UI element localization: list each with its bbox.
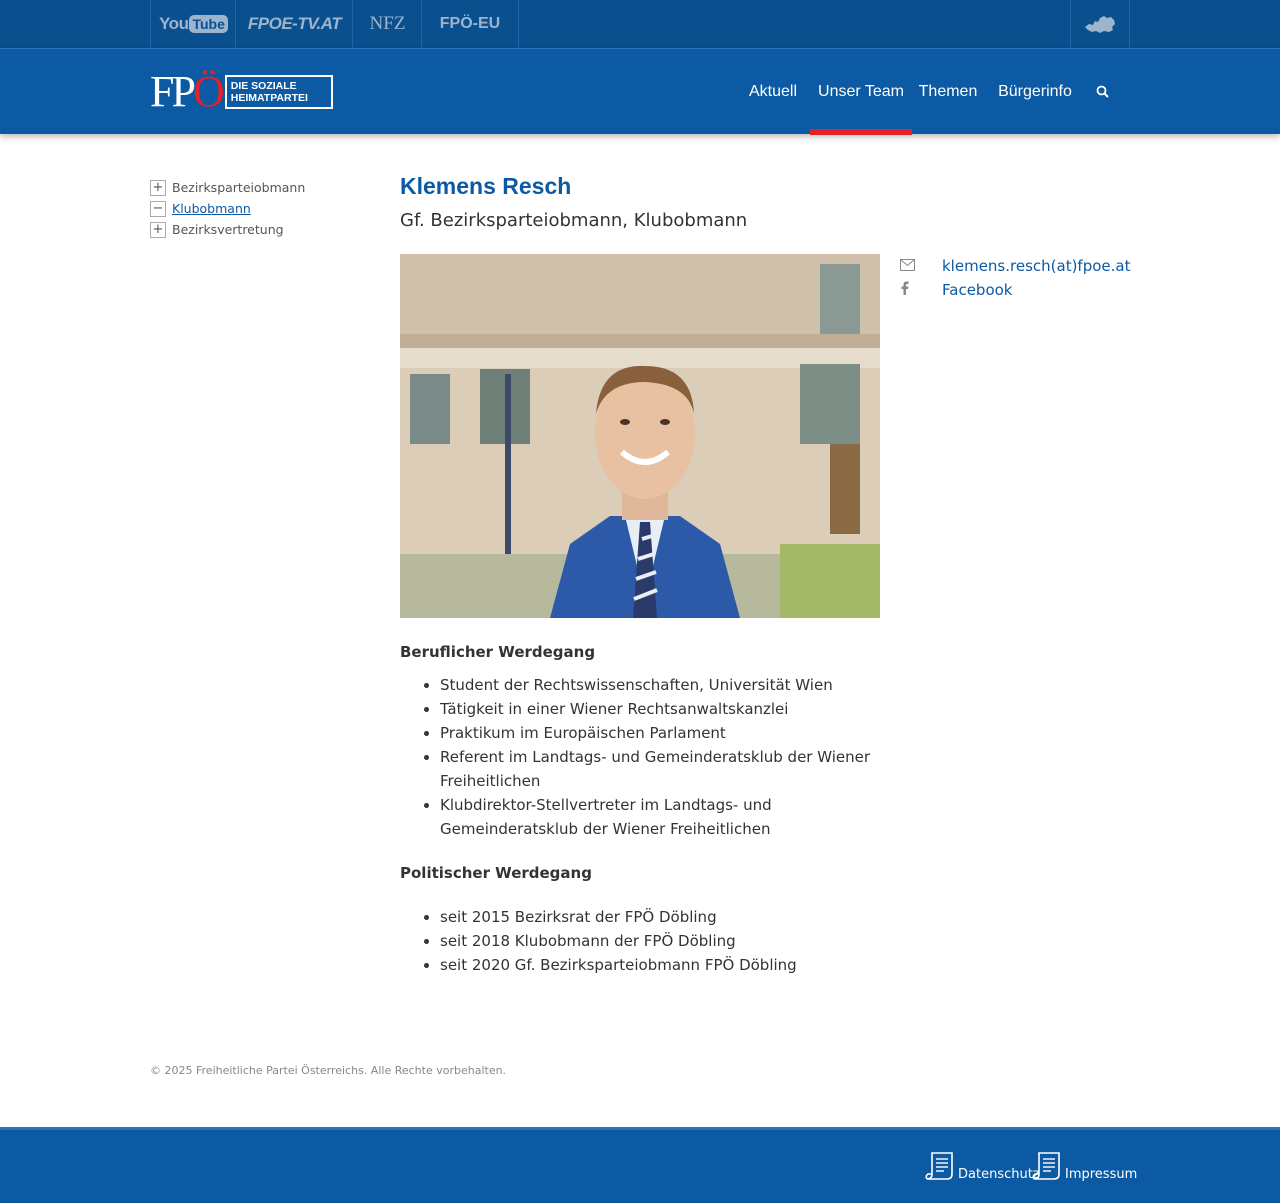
list-item: • Student der Rechtswissenschaften, Universität Wien: [440, 673, 880, 697]
top-bar: [0, 0, 1280, 48]
list-item: • Tätigkeit in einer Wiener Rechtsanwaltskanzlei: [440, 697, 880, 721]
list-item: • Praktikum im Europäischen Parlament: [440, 721, 880, 745]
fpoe-tv-link[interactable]: FPOE-TV.AT: [235, 0, 353, 48]
contact-facebook-row: [900, 278, 1140, 302]
fpoe-eu-link[interactable]: FPÖ-EU: [421, 0, 519, 48]
contact-email-row: [900, 254, 1140, 278]
austria-map-link[interactable]: [1070, 0, 1130, 48]
career-heading: Beruflicher Werdegang: [400, 643, 596, 661]
envelope-icon: [900, 257, 942, 275]
copyright-text: © 2025 Freiheitliche Partei Österreichs. Alle Rechte vorbehalten.: [150, 1064, 507, 1077]
profile-photo: [400, 254, 880, 618]
list-item: • seit 2015 Bezirksrat der FPÖ Döbling: [440, 905, 880, 929]
sidebar-item-label[interactable]: Klubobmann: [172, 201, 251, 216]
collapse-icon[interactable]: −: [150, 201, 166, 217]
page-title: Klemens Resch: [400, 173, 572, 199]
document-icon: [1031, 1150, 1063, 1182]
fpoe-logo[interactable]: [150, 67, 346, 116]
nav-unser-team[interactable]: Unser Team: [810, 49, 912, 135]
list-item: • seit 2018 Klubobmann der FPÖ Döbling: [440, 929, 880, 953]
facebook-link[interactable]: Facebook: [942, 281, 1013, 299]
logo-letters: FPÖ: [150, 67, 222, 116]
biography: [400, 640, 880, 977]
imprint-link[interactable]: [1031, 1148, 1137, 1182]
youtube-logo-you: You: [159, 14, 189, 33]
profile-content: [400, 170, 1131, 974]
nav-buergerinfo[interactable]: Bürgerinfo: [998, 83, 1072, 100]
site-header: [0, 48, 1280, 134]
austria-map-icon: [1083, 12, 1117, 36]
contact-info: [900, 254, 1140, 302]
privacy-label[interactable]: Datenschutz: [958, 1167, 1040, 1182]
sidebar-item-bezirksvertretung[interactable]: [150, 219, 370, 240]
youtube-logo-tube: Tube: [189, 15, 227, 33]
expand-icon[interactable]: +: [150, 180, 166, 196]
facebook-icon: [900, 281, 942, 299]
youtube-link[interactable]: [150, 0, 236, 48]
email-link[interactable]: klemens.resch(at)fpoe.at: [942, 257, 1131, 275]
sidebar-nav: [150, 177, 370, 240]
politics-list: [440, 905, 880, 977]
nav-themen[interactable]: Themen: [918, 83, 978, 100]
expand-icon[interactable]: +: [150, 222, 166, 238]
imprint-label[interactable]: Impressum: [1065, 1167, 1138, 1182]
sidebar-item-bezirksparteiobmann[interactable]: [150, 177, 370, 198]
sidebar-item-label[interactable]: Bezirksparteiobmann: [172, 180, 306, 195]
nav-aktuell[interactable]: Aktuell: [748, 83, 798, 100]
politics-heading: Politischer Werdegang: [400, 864, 592, 882]
privacy-link[interactable]: [924, 1148, 1040, 1182]
sidebar-item-klubobmann[interactable]: [150, 198, 370, 219]
nfz-link[interactable]: NFZ: [352, 0, 422, 48]
document-icon: [924, 1150, 956, 1182]
logo-tagline: DIE SOZIALE HEIMATPARTEI: [225, 75, 333, 109]
list-item: • Klubdirektor-Stellvertreter im Landtags- und Gemeinderatsklub der Wiener Freiheitlichen: [440, 793, 880, 841]
list-item: • seit 2020 Gf. Bezirksparteiobmann FPÖ Döbling: [440, 953, 880, 977]
career-list: [440, 673, 880, 841]
sidebar-item-label[interactable]: Bezirksvertretung: [172, 222, 284, 237]
profile-role: Gf. Bezirksparteiobmann, Klubobmann: [400, 210, 748, 231]
site-footer: [0, 1127, 1280, 1203]
list-item: • Referent im Landtags- und Gemeinderatsklub der Wiener Freiheitlichen: [440, 745, 880, 793]
search-icon[interactable]: [1096, 85, 1110, 99]
